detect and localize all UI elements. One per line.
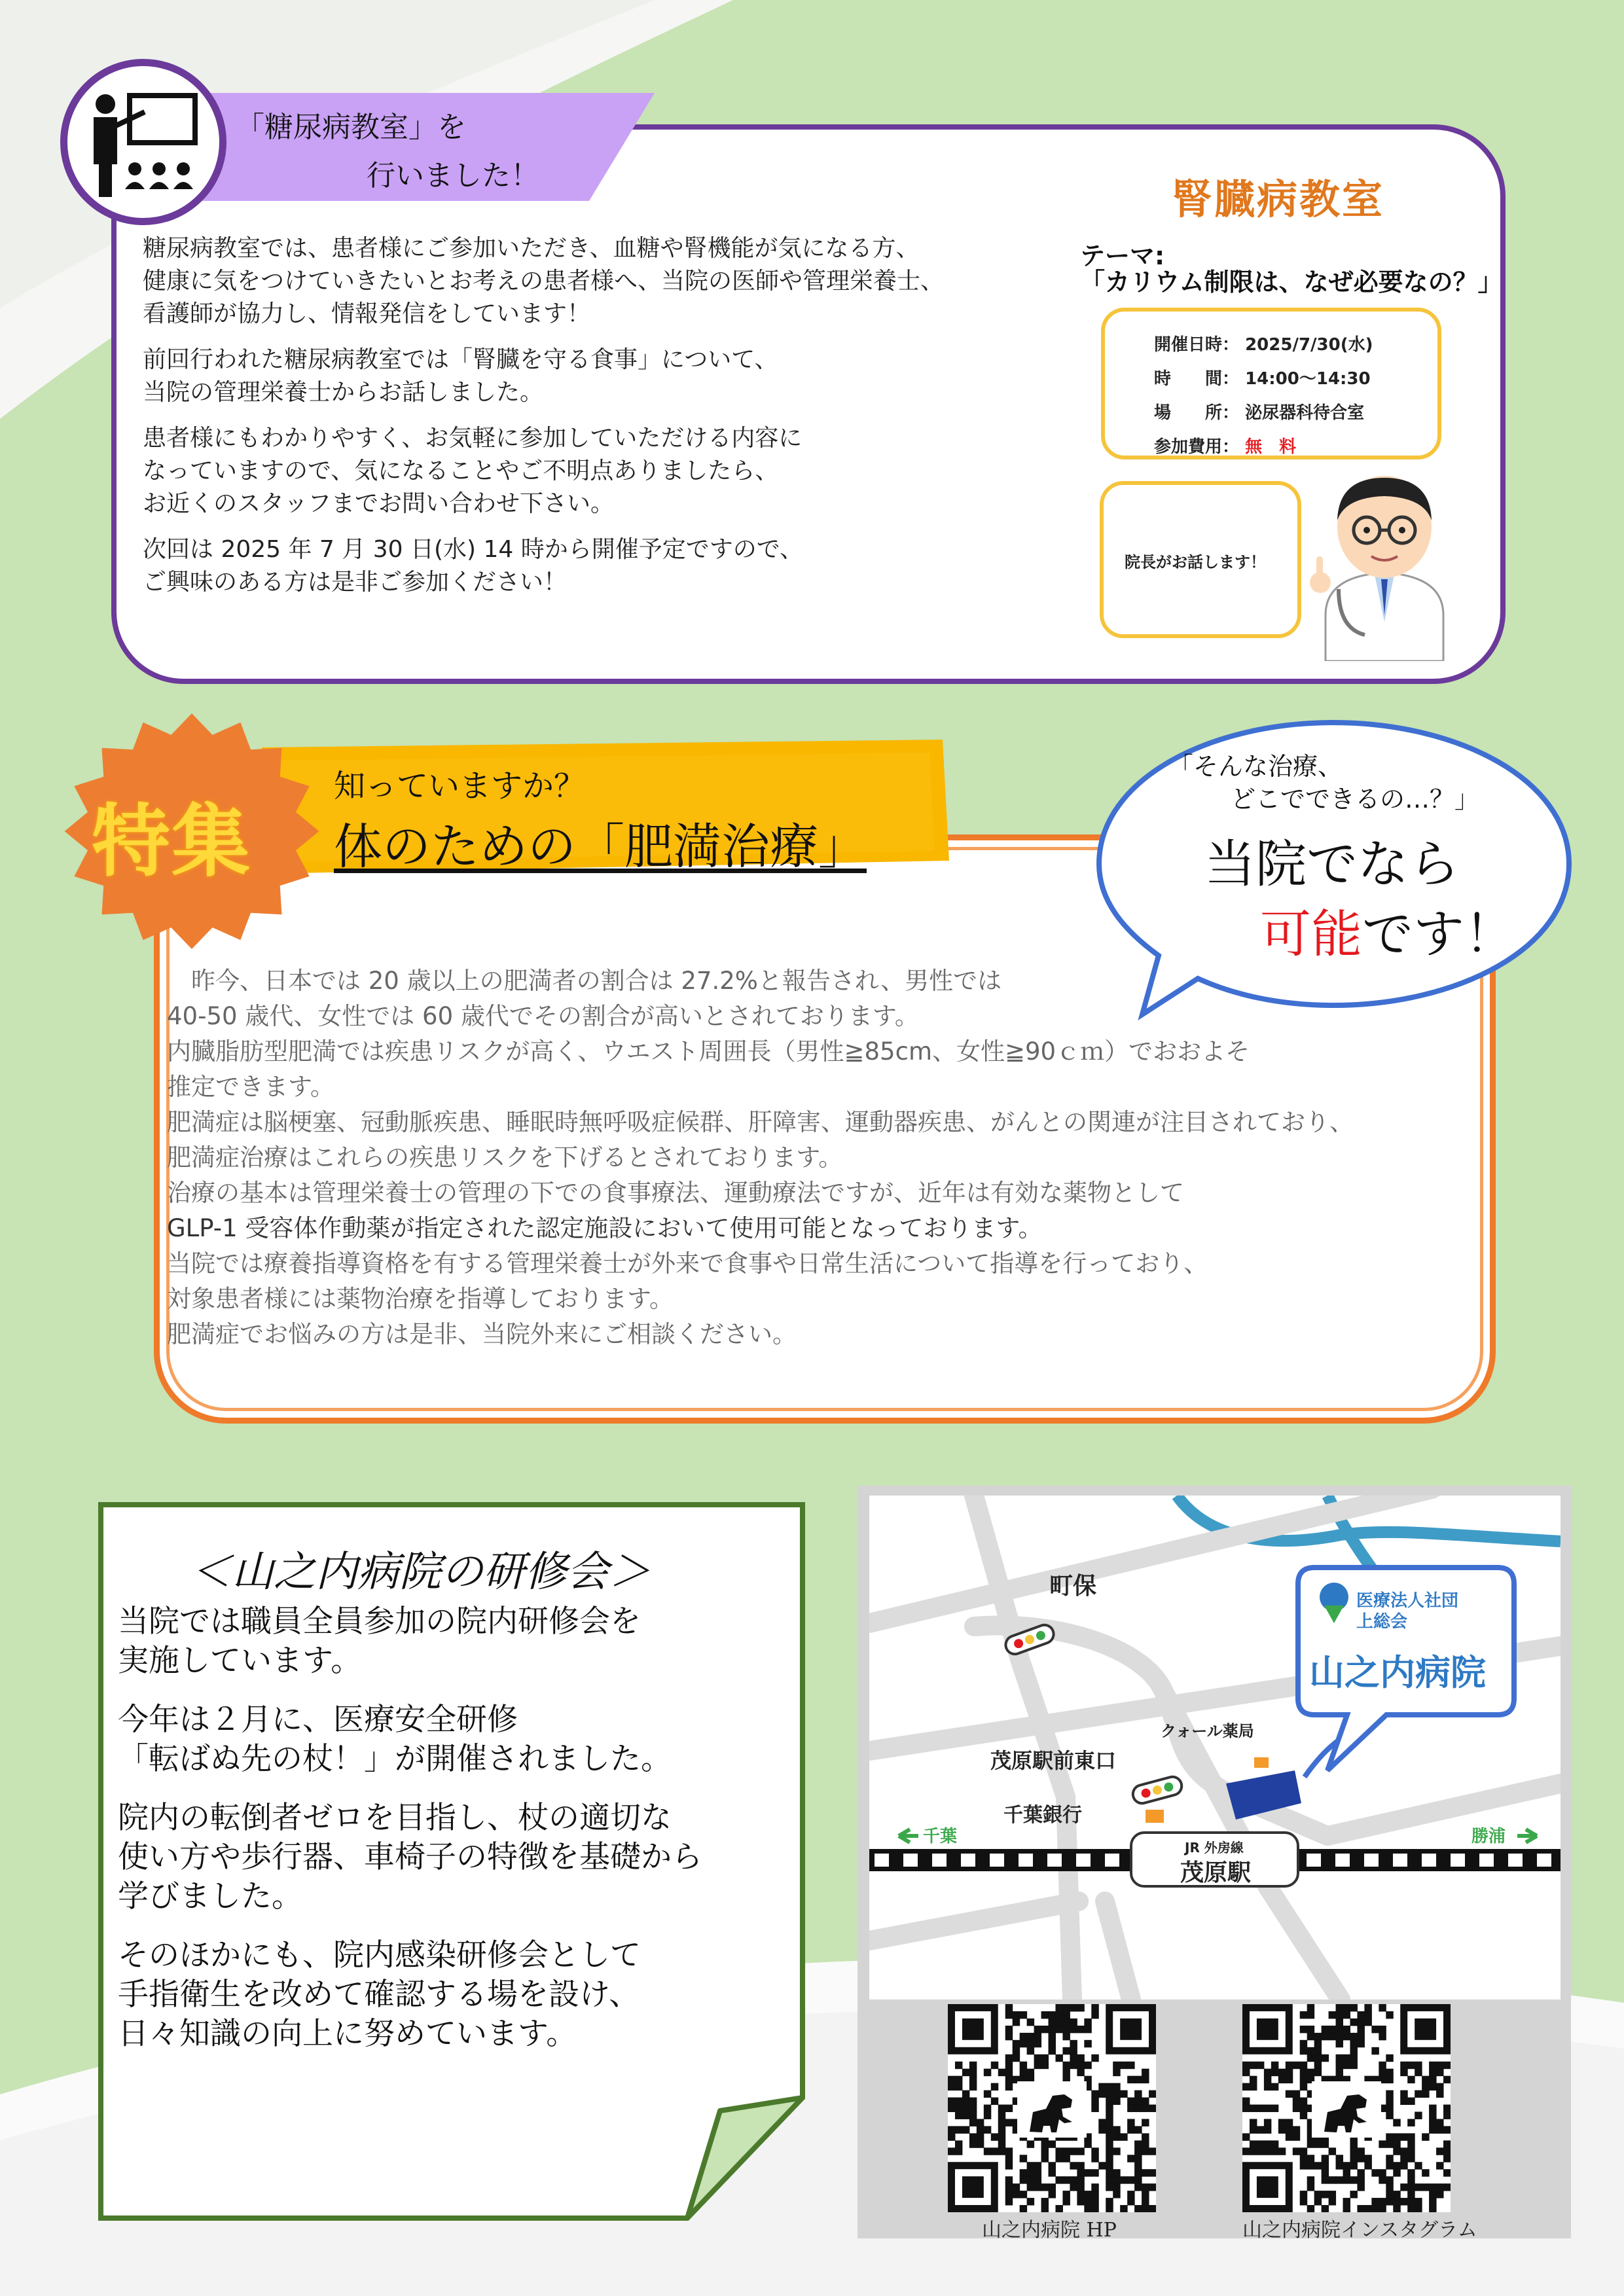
doctor-illustration (1299, 465, 1470, 661)
banner-line1: 「糖尿病教室」を (236, 111, 466, 144)
map-graphic (869, 1496, 1561, 2000)
bubble-line3: 当院でなら (1204, 835, 1460, 894)
bank-label: 千葉銀行 (1003, 1804, 1082, 1827)
line-label: JR 外房線 (1185, 1840, 1244, 1856)
training-title: ＜山之内病院の研修会＞ (190, 1548, 651, 1596)
lecture-icon (67, 66, 219, 218)
info-row-fee: 参加費用： 無 料 (1154, 437, 1297, 457)
station-label: 茂原駅 (1180, 1859, 1252, 1886)
theme-text: 「カリウム制限は、なぜ必要なの？」 (1080, 268, 1503, 296)
bubble-line4: 可能です！ (1260, 905, 1516, 964)
kidney-class-title: 腎臓病教室 (1172, 175, 1385, 223)
qr-hospital-instagram[interactable] (1242, 2004, 1451, 2212)
qr-code-icon (1242, 2004, 1451, 2212)
bubble-line1: 「そんな治療、 (1168, 752, 1343, 781)
info-row-date: 開催日時： 2025/7/30(水) (1154, 335, 1373, 355)
section2-subtitle: 知っていますか？ (334, 768, 586, 804)
org-label2: 上総会 (1356, 1612, 1408, 1632)
section2-title: 体のための「肥満治療」 (334, 819, 867, 875)
katsuura-label: 勝浦 (1471, 1827, 1506, 1846)
qr-insta-label: 山之内病院インスタグラム (1242, 2219, 1477, 2242)
pharmacy-label: クォール薬局 (1161, 1722, 1254, 1740)
hospital-name: 山之内病院 (1309, 1652, 1486, 1693)
bubble-line2: どこでできるの…？」 (1231, 785, 1480, 814)
diabetes-class-text: 糖尿病教室では、患者様にご参加いただき、血糖や腎機能が気になる方、 健康に気をつけていきたいとお考えの患者様へ、当院の医師や管理栄養士、 看護師が協力し、情報発信をしています！ 前回行われた糖尿病教室では「腎臓を守る食事」について、 当院の管理栄養士からお話しました。 患者様にもわかりやすく、お気軽に参加していただける内容に なっていますので、気になることやご不明点ありましたら、 お近くのスタッフまでお問い合わせ下さい。 次回は 2025 年 7 月 30 日(水) 14 時から開催予定ですので、 ご興味のある方は是非ご参加ください！ (143, 235, 945, 596)
banner-line2: 行いました！ (367, 159, 539, 192)
org-label1: 医療法人社団 (1356, 1591, 1459, 1611)
qr-hp-label: 山之内病院 HP (982, 2219, 1117, 2242)
access-map (869, 1496, 1561, 2000)
tokushu-label: 特集 (92, 797, 251, 888)
qr-code-icon (948, 2004, 1156, 2212)
director-speech-box (1100, 481, 1301, 638)
director-speech-text: 院長がお話します！ (1125, 553, 1266, 571)
theme-label: テーマ: (1080, 242, 1165, 270)
station-east-label: 茂原駅前東口 (990, 1748, 1117, 1773)
machibo-label: 町保 (1049, 1573, 1097, 1600)
obesity-treatment-text: 昨今、日本では 20 歳以上の肥満者の割合は 27.2%と報告され、男性では 40-50 歳代、女性では 60 歳代でその割合が高いとされております。 内臓脂肪型肥満では疾患リスクが高く、ウエスト周囲長（男性≧85cm、女性≧90ｃｍ）でおおよそ 推定できます。 肥満症は脳梗塞、冠動脈疾患、睡眠時無呼吸症候群、肝障害、運動器疾患、がんとの関連が注目されており、 肥満症治療はこれらの疾患リスクを下げるとされております。 治療の基本は管理栄養士の管理の下での食事療法、運動療法ですが、近年は有効な薬物として GLP-1 受容体作動薬が指定された認定施設において使用可能となっております。 当院では療養指導資格を有する管理栄養士が外来で食事や日常生活について指導を行っており、 対象患者様には薬物治療を指導しております。 肥満症でお悩みの方は是非、当院外来にご相談ください。 (167, 967, 1354, 1348)
training-text: 当院では職員全員参加の院内研修会を 実施しています。 今年は２月に、医療安全研修 「転ばぬ先の杖！」が開催されました。 院内の転倒者ゼロを目指し、杖の適切な 使い方や歩行器、車椅子の特徴を基礎から 学びました。 そのほかにも、院内感染研修会として 手指衛生を改めて確認する場を設け、 日々知識の向上に努めています。 (118, 1604, 702, 2052)
info-row-place: 場 所： 泌尿器科待合室 (1154, 403, 1365, 423)
qr-hospital-hp[interactable] (948, 2004, 1156, 2212)
chiba-label: 千葉 (923, 1827, 958, 1846)
info-row-time: 時 間： 14:00～14:30 (1154, 369, 1371, 389)
lecture-icon-circle (60, 59, 226, 225)
class-info-box (1101, 308, 1441, 459)
